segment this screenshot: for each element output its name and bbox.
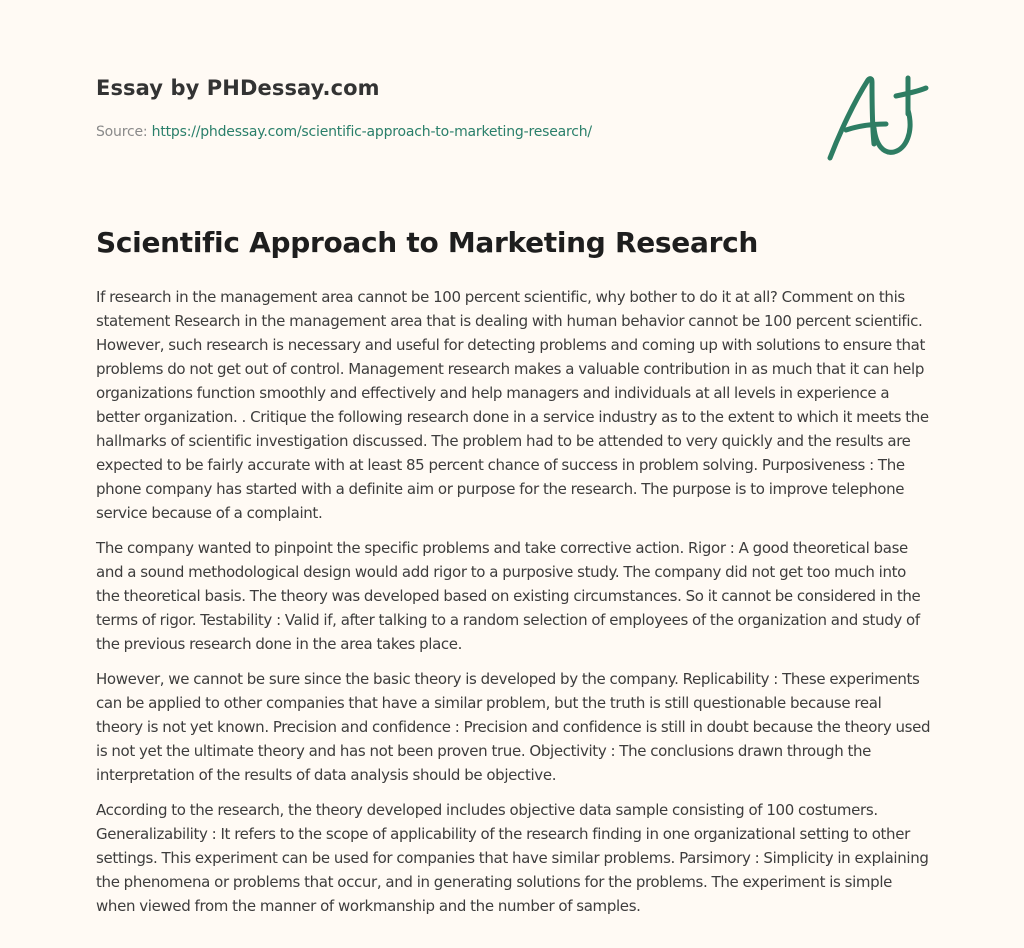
article-body bbox=[96, 285, 932, 929]
site-brand: Essay by PHDessay.com bbox=[96, 76, 380, 100]
article-title: Scientific Approach to Marketing Research bbox=[96, 226, 759, 259]
source-label: Source: bbox=[96, 124, 152, 140]
source-line bbox=[96, 124, 592, 140]
a-plus-grade-icon bbox=[822, 66, 932, 166]
paragraph: According to the research, the theory developed includes objective data sample consisting of 100 costumers. Generalizability : It refers to the scope of applicability of the research finding in one organizational setting to other settings. This experiment can be used for companies that have similar problems. Parsimory : Simplicity in explaining the phenomena or problems that occur, and in generating solutions for the problems. The experiment is simple when viewed from the manner of workmanship and the number of samples. bbox=[96, 801, 929, 915]
source-link[interactable]: https://phdessay.com/scientific-approach-to-marketing-research/ bbox=[151, 124, 592, 140]
paragraph: The company wanted to pinpoint the specific problems and take corrective action. Rigor : A good theoretical base and a sound methodological design would add rigor to a purposive study. The company did not get too much into the theoretical basis. The theory was developed based on existing circumstances. So it cannot be considered in the terms of rigor. Testability : Valid if, after talking to a random selection of employees of the organization and study of the previous research done in the area takes place. bbox=[96, 539, 921, 653]
paragraph: However, we cannot be sure since the basic theory is developed by the company. Replicability : These experiments can be applied to other companies that have a similar problem, but the truth is still questionable because real theory is not yet known. Precision and confidence : Precision and confidence is still in doubt because the theory used is not yet the ultimate theory and has not been proven true. Objectivity : The conclusions drawn through the interpretation of the results of data analysis should be objective. bbox=[96, 670, 931, 784]
page-header bbox=[96, 0, 936, 200]
paragraph: If research in the management area cannot be 100 percent scientific, why bother to do it at all? Comment on this statement Research in the management area that is dealing with human behavior cannot be 100 percent scientific. However, such research is necessary and useful for detecting problems and coming up with solutions to ensure that problems do not get out of control. Management research makes a valuable contribution in as much that it can help organizations function smoothly and effectively and help managers and individuals at all levels in experience a better organization. . Critique the following research done in a service industry as to the extent to which it meets the hallmarks of scientific investigation discussed. The problem had to be attended to very quickly and the results are expected to be fairly accurate with at least 85 percent chance of success in problem solving. Purposiveness : The phone company has started with a definite aim or purpose for the research. The purpose is to improve telephone service because of a complaint. bbox=[96, 288, 929, 522]
